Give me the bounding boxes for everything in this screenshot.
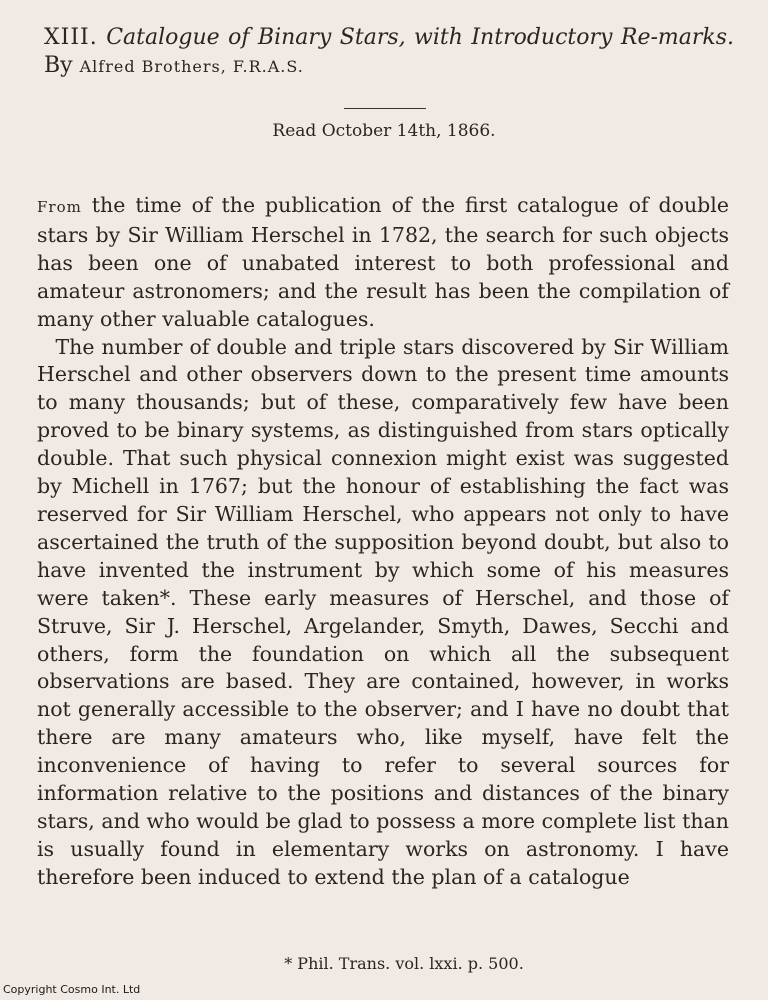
article-title [44, 24, 734, 81]
article-title-text: Catalogue of Binary Stars, with Introductory Re-marks. [106, 25, 735, 50]
drop-lead-word: From [37, 198, 82, 216]
by-label: By [44, 53, 73, 78]
copyright-watermark: Copyright Cosmo Int. Ltd [3, 983, 141, 996]
footnote: * Phil. Trans. vol. lxxi. p. 500. [284, 954, 524, 973]
read-date: Read October 14th, 1866. [272, 121, 496, 141]
paragraph-2: The number of double and triple stars discovered by Sir William Herschel and other observers down to the present time amounts to many thousands; but of these, comparatively few have been proved to be binary systems, as distinguished from stars optically double. That such physical connexion might exist was suggested by Michell in 1767; but the honour of establishing the fact was reserved for Sir William Herschel, who appears not only to have ascertained the truth of the supposition beyond doubt, but also to have invented the instrument by which some of his measures were taken*. These early measures of Herschel, and those of Struve, Sir J. Herschel, Argelander, Smyth, Dawes, Secchi and others, form the foundation on which all the subsequent observations are based. They are contained, however, in works not generally accessible to the observer; and I have no doubt that there are many amateurs who, like myself, have felt the inconvenience of having to refer to several sources for information relative to the positions and distances of the binary stars, and who would be glad to possess a more complete list than is usually found in elementary works on astronomy. I have therefore been induced to extend the plan of a catalogue [37, 334, 729, 889]
article-body [37, 192, 729, 892]
title-divider [344, 108, 426, 109]
article-number: XIII. [44, 25, 98, 50]
author-name: Alfred Brothers, F.R.A.S. [79, 57, 304, 76]
paragraph-1 [37, 192, 729, 334]
paragraph-1-text: the time of the publication of the first catalogue of double stars by Sir William Herschel in 1782, the search for such objects has been one of unabated interest to both professional and amateur astronomers; and the result has been the compilation of many other valuable catalogues. [37, 193, 729, 331]
